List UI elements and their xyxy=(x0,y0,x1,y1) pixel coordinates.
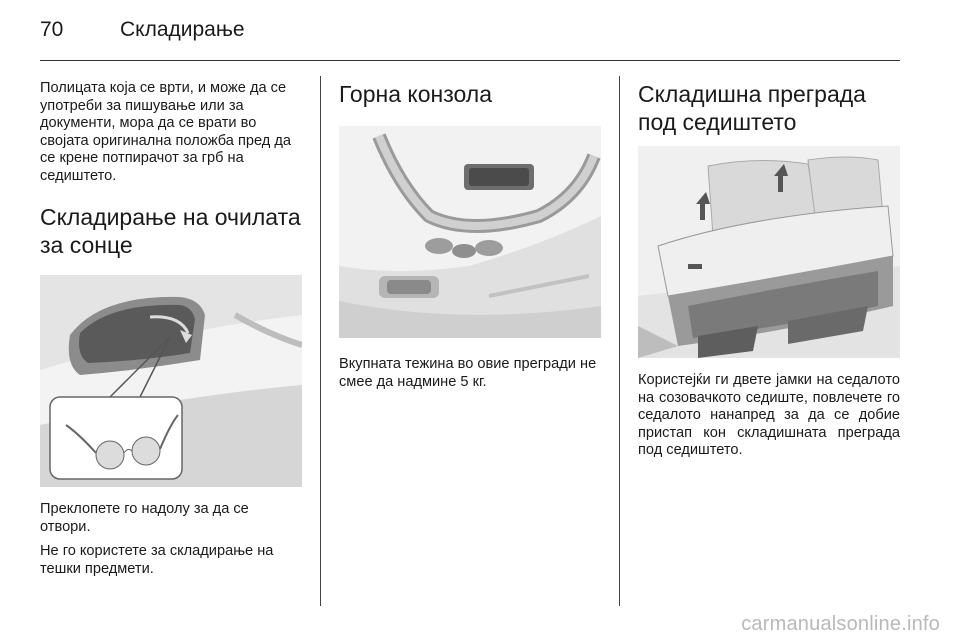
overhead-console-heading: Горна конзола xyxy=(339,81,492,107)
header-rule xyxy=(40,60,900,61)
watermark: carmanualsonline.info xyxy=(741,613,940,635)
heavy-objects-warning: Не го користете за складирање на тешки предмети. xyxy=(40,543,274,577)
overhead-console-illustration xyxy=(339,126,601,338)
under-seat-storage-heading: Складишна преграда под седиштето xyxy=(638,81,866,135)
column-divider-2 xyxy=(619,76,620,606)
column-3 xyxy=(638,80,900,467)
chapter-title: Складирање xyxy=(120,18,245,41)
column-1 xyxy=(40,80,302,585)
open-instruction: Преклопете го надолу за да се отвори. xyxy=(40,501,249,535)
intro-paragraph: Полицата која се врти, и може да се употреби за пишување или за документи, мора да се врати во својата оригинална положба пред да се крене потпирачот за грб на седиштето. xyxy=(40,80,291,184)
column-divider-1 xyxy=(320,76,321,606)
under-seat-instructions: Користејќи ги двете јамки на седалото на созовачкото седиште, повлечете го седалото нанапред за да се добие пристап кон складишната преграда под седиштето. xyxy=(638,372,900,458)
column-2 xyxy=(339,80,601,398)
page-number: 70 xyxy=(40,18,64,41)
page-header xyxy=(40,18,900,48)
sunglasses-heading: Складирање на очилата за сонце xyxy=(40,204,301,258)
under-seat-storage-illustration xyxy=(638,146,900,358)
weight-limit-note: Вкупната тежина во овие прегради не смее да надмине 5 кг. xyxy=(339,356,597,390)
sunglasses-holder-illustration xyxy=(40,275,302,487)
